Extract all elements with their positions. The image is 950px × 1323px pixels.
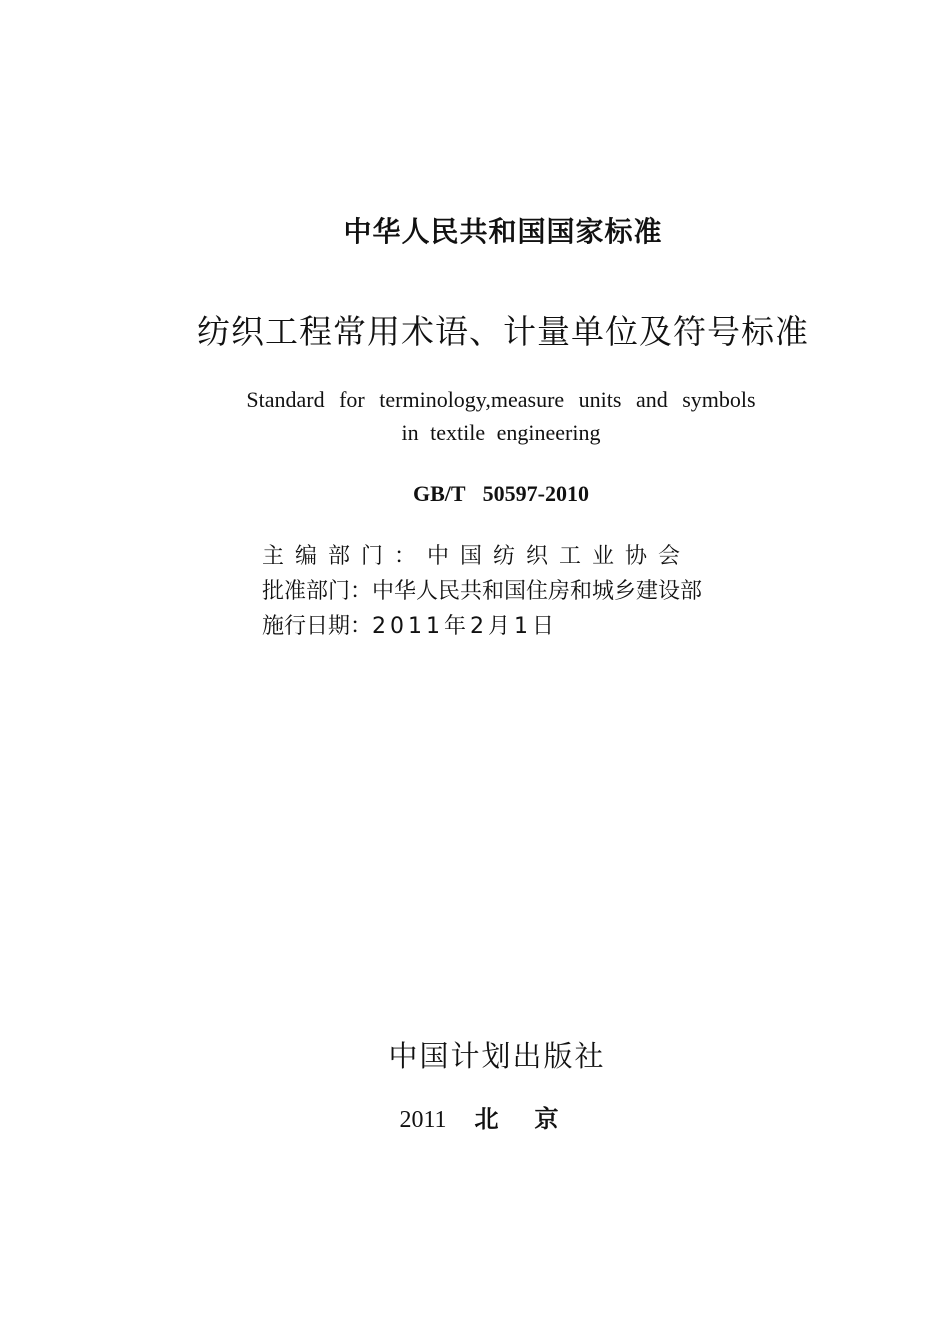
publication-year: 2011: [399, 1107, 447, 1133]
editor-value: 中国纺织工业协会: [427, 544, 692, 569]
publication-year-city: [22, 1099, 950, 1134]
date-value: 2011年2月1日: [372, 614, 558, 639]
date-label: 施行日期：: [262, 614, 373, 639]
standard-code: GB/T 50597-2010: [412, 481, 589, 506]
title-english-line-1: Standard for terminology,measure units and symbols: [246, 387, 756, 412]
title-english: [26, 383, 950, 449]
approve-label: 批准部门：: [262, 579, 373, 604]
publication-city: 北京: [474, 1105, 595, 1133]
editor-label: 主编部门：: [262, 544, 428, 569]
title-english-line-2: in textile engineering: [401, 420, 601, 445]
publisher-name: 中国计划出版社: [388, 1039, 606, 1073]
approve-row: [262, 575, 702, 609]
date-row: [262, 610, 558, 644]
national-standard-heading: 中华人民共和国国家标准: [343, 215, 663, 248]
approve-value: 中华人民共和国住房和城乡建设部: [372, 579, 703, 604]
title-chinese: 纺织工程常用术语、计量单位及符号标准: [197, 312, 809, 351]
editor-row: [262, 540, 691, 574]
